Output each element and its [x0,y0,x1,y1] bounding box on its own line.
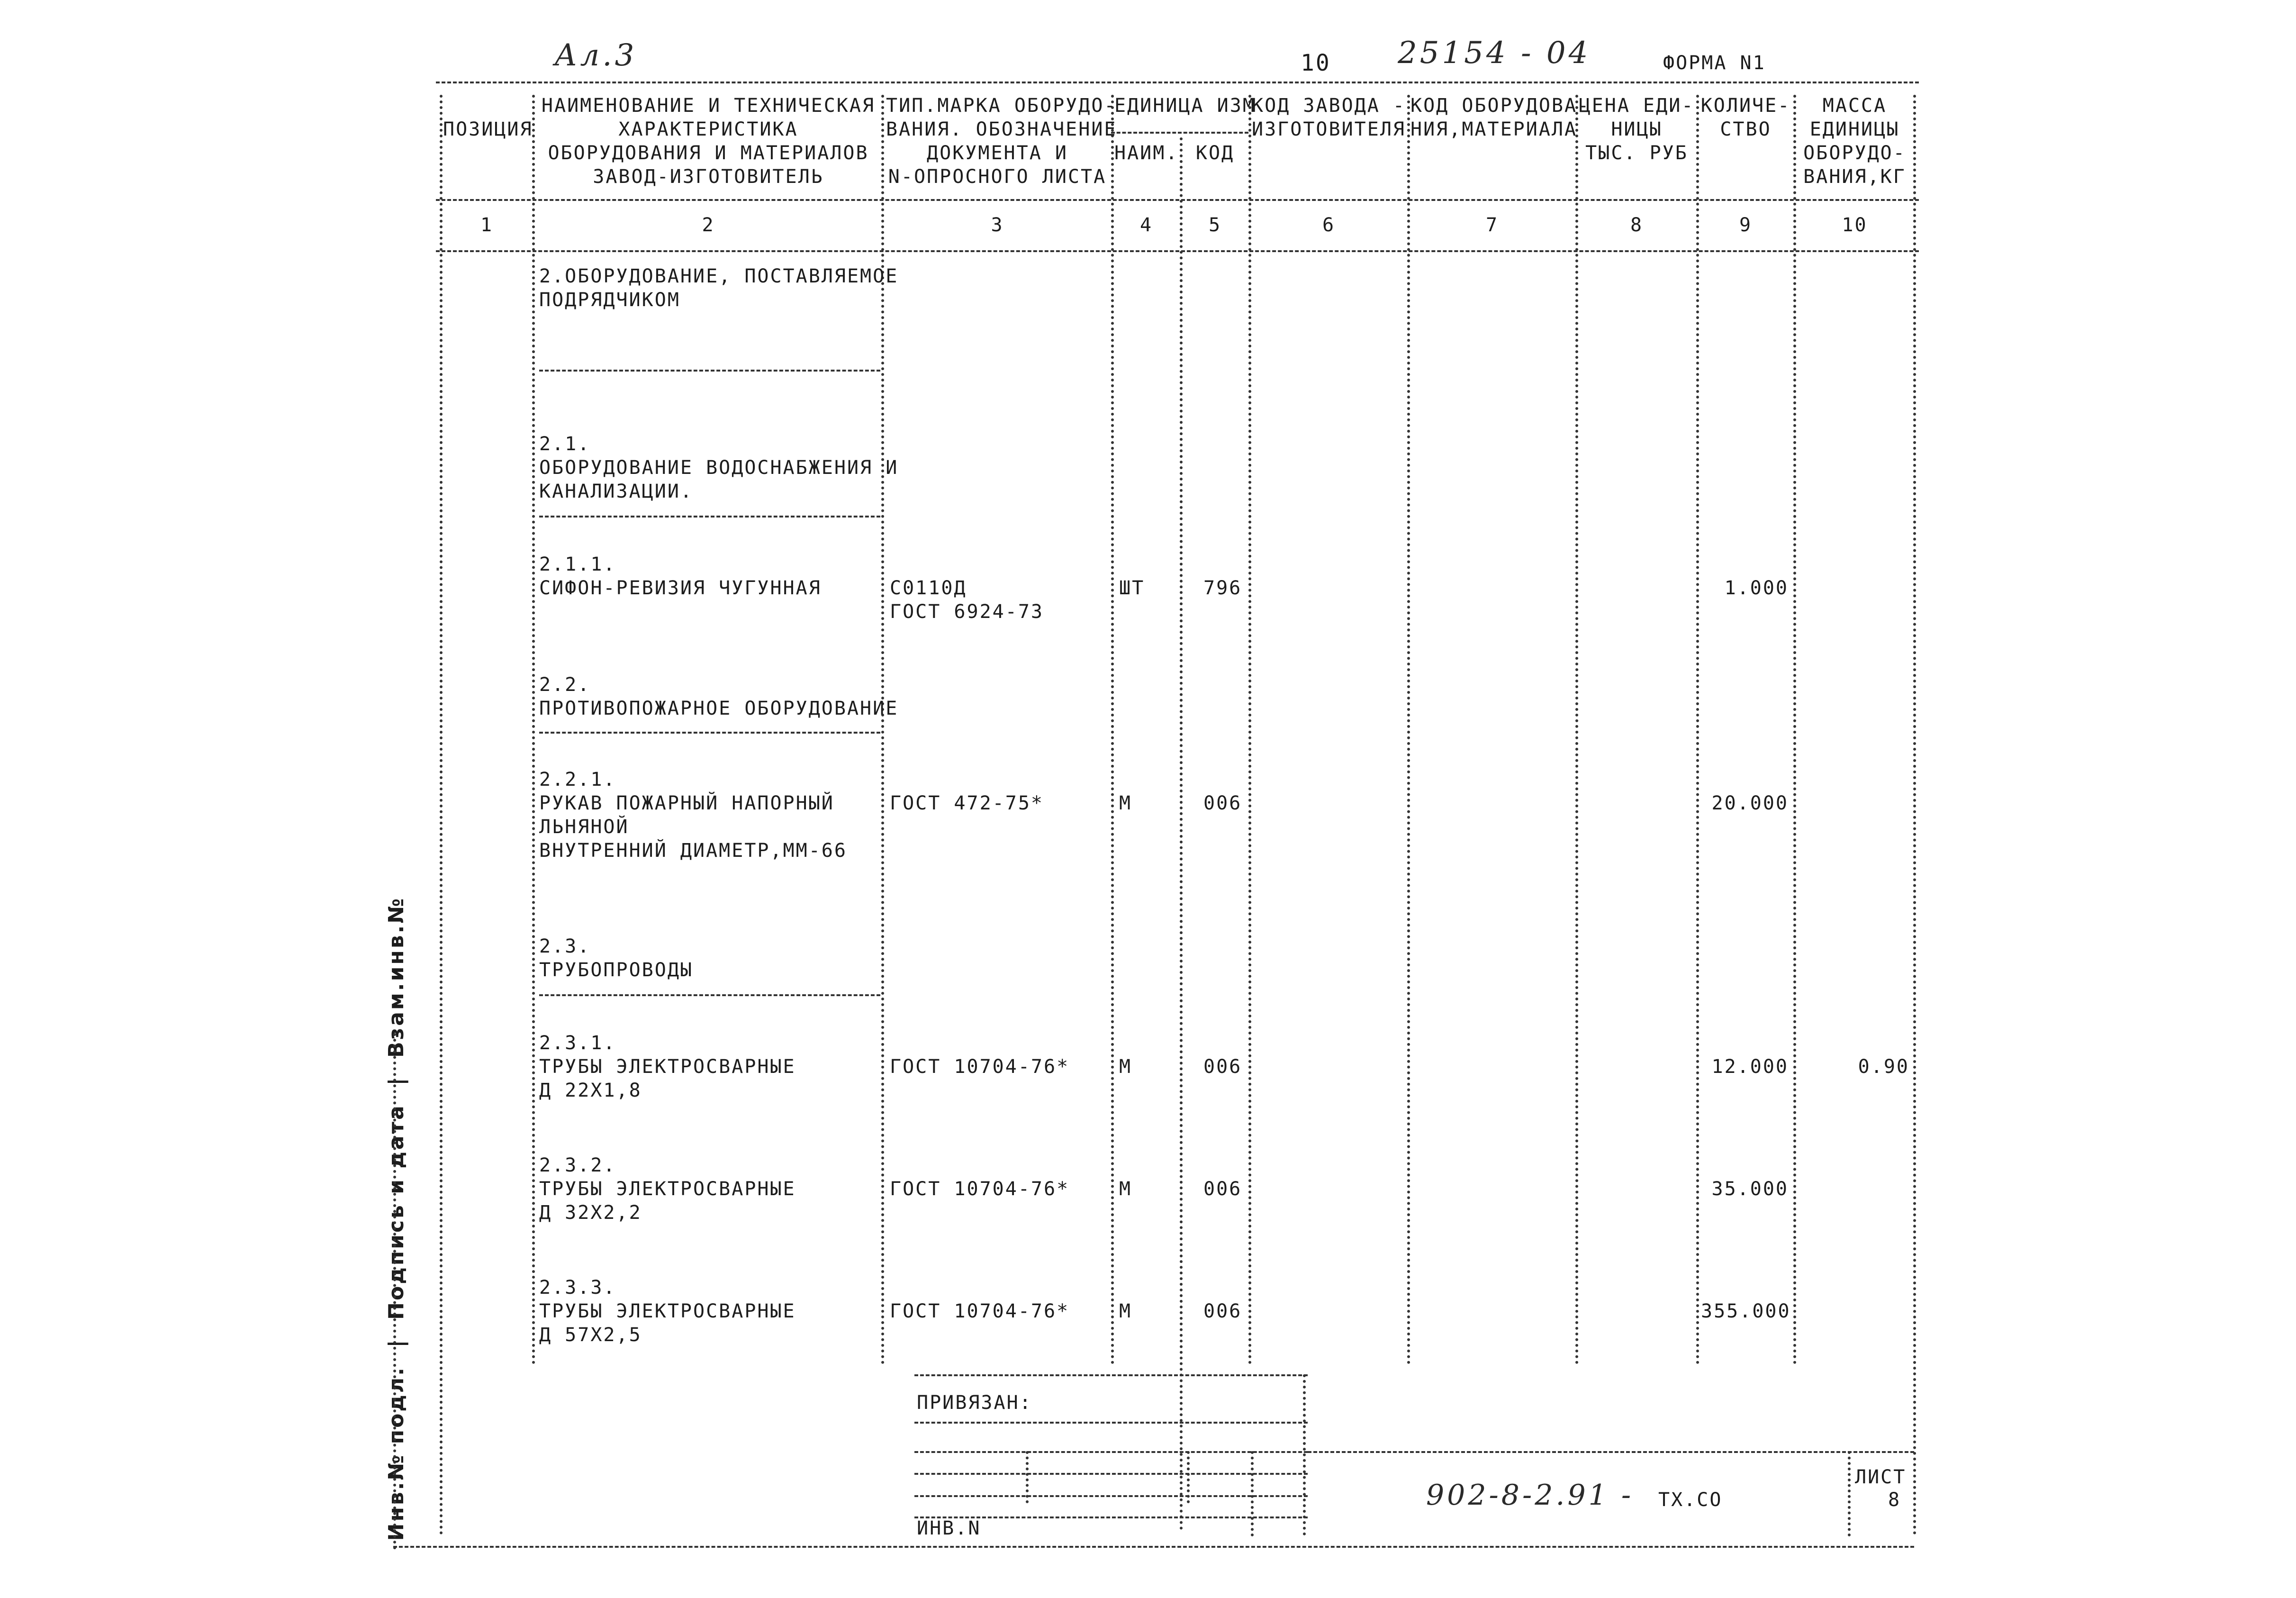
header-unit-name: НАИМ. [1114,142,1179,164]
side-label-replaces: Взам.инв.№ [384,896,408,1058]
sheet-label: ЛИСТ [1855,1466,1907,1488]
stamp-border [1026,1451,1029,1503]
item-name: РУКАВ ПОЖАРНЫЙ НАПОРНЫЙ [539,792,834,814]
col-number: 5 [1208,214,1222,236]
col-border-5 [1248,95,1251,1365]
col-number: 4 [1139,214,1153,236]
drawing-number-suffix: ТХ.СО [1658,1489,1723,1511]
header-price-1: ЦЕНА ЕДИ- [1579,95,1695,117]
col-border-8 [1696,95,1699,1365]
stamp-rule [914,1451,1308,1453]
section-title: ОБОРУДОВАНИЕ ВОДОСНАБЖЕНИЯ И [539,457,899,479]
side-label-signature: Подпись и дата [384,1104,408,1320]
item-position: 2.1.1. [539,554,616,575]
section-title: 2.ОБОРУДОВАНИЕ, ПОСТАВЛЯЕМОЕ [539,265,899,287]
item-quantity: 1.000 [1724,577,1789,599]
side-label-inv: Инв.№ подл. [384,1366,408,1541]
stamp-inventory-label: ИНВ.N [917,1517,981,1539]
section-underline [539,370,880,372]
header-quantity-1: КОЛИЧЕ- [1700,95,1791,117]
item-name: Д 57Х2,5 [539,1324,642,1346]
col-border-0 [440,95,443,1535]
rule-unit-split [1111,132,1248,134]
section-title: ТРУБОПРОВОДЫ [539,959,693,981]
stamp-rule [914,1473,1308,1475]
item-unit: М [1119,1178,1132,1200]
stamp-rule [1308,1451,1914,1453]
header-type-1: ТИП.МАРКА ОБОРУДО- [886,95,1117,117]
col-number: 6 [1322,214,1336,236]
col-border-4 [1180,137,1183,1531]
item-unit: М [1119,792,1132,814]
drawing-number-handwritten: 902-8-2.91 - [1426,1479,1634,1512]
col-number: 3 [991,214,1004,236]
section-position: 2.3. [539,935,591,957]
item-unit-code: 006 [1203,1056,1242,1078]
col-border-10 [1913,95,1916,1535]
album-number: Ал.3 [554,38,637,73]
header-mass-1: МАССА [1822,95,1887,117]
header-name-4: ЗАВОД-ИЗГОТОВИТЕЛЬ [593,166,824,188]
item-name: Д 32Х2,2 [539,1202,642,1224]
stamp-rule [914,1422,1308,1424]
item-type: ГОСТ 10704-76* [890,1300,1070,1322]
header-factory-code-2: ИЗГОТОВИТЕЛЯ [1252,118,1406,140]
item-name: Д 22Х1,8 [539,1080,642,1101]
form-label: ФОРМА N1 [1663,52,1766,74]
page-number: 10 [1301,50,1331,76]
item-quantity: 12.000 [1711,1056,1789,1078]
header-quantity-2: СТВО [1720,118,1772,140]
header-price-3: ТЫС. РУБ [1585,142,1688,164]
item-unit: М [1119,1300,1132,1322]
stamp-border [1251,1451,1254,1536]
header-unit: ЕДИНИЦА ИЗМ [1114,95,1256,117]
rule-bottom [393,1546,1914,1548]
item-name: ЛЬНЯНОЙ [539,816,629,838]
item-quantity: 355.000 [1701,1300,1791,1322]
col-number: 10 [1842,214,1868,236]
header-equipment-code-1: КОД ОБОРУДОВА- [1410,95,1591,117]
stamp-border [1303,1374,1306,1535]
header-type-4: N-ОПРОСНОГО ЛИСТА [888,166,1107,188]
header-mass-4: ВАНИЯ,КГ [1803,166,1906,188]
item-position: 2.2.1. [539,769,616,790]
header-mass-3: ОБОРУДО- [1803,142,1906,164]
col-number: 1 [480,214,494,236]
header-unit-code: КОД [1195,142,1235,164]
col-border-6 [1407,95,1410,1365]
header-name-2: ХАРАКТЕРИСТИКА [618,118,798,140]
col-border-9 [1793,95,1796,1365]
section-title: КАНАЛИЗАЦИИ. [539,481,693,502]
document-number: 25154 - 04 [1398,36,1591,71]
header-equipment-code-2: НИЯ,МАТЕРИАЛА [1410,118,1578,140]
item-quantity: 35.000 [1711,1178,1789,1200]
item-unit: ШТ [1119,577,1145,599]
section-title: ПОДРЯДЧИКОМ [539,289,680,311]
col-number: 7 [1485,214,1499,236]
header-mass-2: ЕДИНИЦЫ [1809,118,1900,140]
rule-top [436,82,1919,83]
item-mass: 0.90 [1858,1056,1909,1078]
item-type: ГОСТ 10704-76* [890,1178,1070,1200]
item-name: СИФОН-РЕВИЗИЯ ЧУГУННАЯ [539,577,822,599]
header-name-3: ОБОРУДОВАНИЯ И МАТЕРИАЛОВ [548,142,869,164]
header-position: ПОЗИЦИЯ [443,118,533,140]
header-factory-code-1: КОД ЗАВОДА - [1252,95,1406,117]
item-type: ГОСТ 10704-76* [890,1056,1070,1078]
item-name: ТРУБЫ ЭЛЕКТРОСВАРНЫЕ [539,1056,796,1078]
item-type: С0110Д [890,577,967,599]
stamp-bound-label: ПРИВЯЗАН: [917,1392,1032,1414]
stamp-rule [914,1495,1308,1497]
section-underline [539,732,880,734]
col-border-1 [532,95,535,1365]
stamp-border [1848,1451,1851,1536]
stamp-rule [914,1374,1308,1376]
section-underline [539,516,880,518]
col-number: 9 [1739,214,1753,236]
item-type: ГОСТ 472-75* [890,792,1044,814]
item-unit-code: 006 [1203,1300,1242,1322]
col-border-7 [1575,95,1578,1365]
side-labels: Инв.№ подл. | Подпись и дата | Взам.инв.№ [384,896,408,1541]
col-number: 8 [1630,214,1644,236]
item-position: 2.3.3. [539,1277,616,1298]
item-unit: М [1119,1056,1132,1078]
item-unit-code: 796 [1203,577,1242,599]
item-quantity: 20.000 [1711,792,1789,814]
header-type-3: ДОКУМЕНТА И [927,142,1068,164]
item-position: 2.3.1. [539,1032,616,1054]
item-position: 2.3.2. [539,1154,616,1176]
section-title: ПРОТИВОПОЖАРНОЕ ОБОРУДОВАНИЕ [539,698,899,719]
side-border [393,1033,396,1550]
section-underline [539,994,880,996]
section-position: 2.1. [539,433,591,455]
header-name-1: НАИМЕНОВАНИЕ И ТЕХНИЧЕСКАЯ [541,95,876,117]
section-position: 2.2. [539,674,591,696]
item-name: ТРУБЫ ЭЛЕКТРОСВАРНЫЕ [539,1300,796,1322]
sheet-number: 8 [1888,1489,1901,1511]
item-unit-code: 006 [1203,1178,1242,1200]
item-name: ВНУТРЕННИЙ ДИАМЕТР,ММ-66 [539,840,847,862]
item-unit-code: 006 [1203,792,1242,814]
stamp-border [1187,1451,1190,1503]
header-type-2: ВАНИЯ. ОБОЗНАЧЕНИЕ [886,118,1117,140]
item-name: ТРУБЫ ЭЛЕКТРОСВАРНЫЕ [539,1178,796,1200]
col-number: 2 [702,214,715,236]
item-type: ГОСТ 6924-73 [890,601,1044,623]
col-border-3 [1111,95,1114,1365]
header-price-2: НИЦЫ [1611,118,1663,140]
